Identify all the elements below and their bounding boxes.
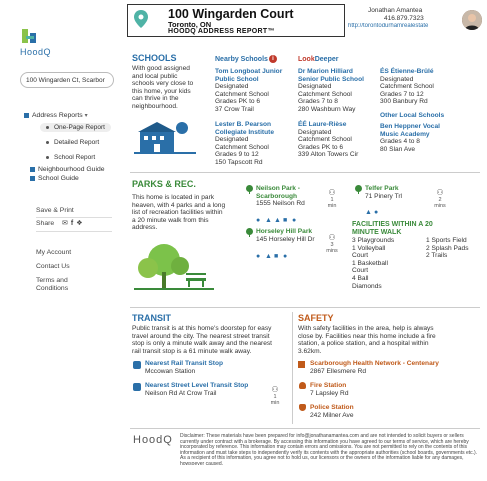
section-divider: [130, 428, 480, 429]
lookdeeper-header: LookDeeper: [298, 56, 339, 63]
walking-person-icon: ⚇: [328, 233, 336, 242]
walk-time-neilson: ⚇ 1 min: [325, 188, 339, 209]
hoodq-logo-icon: [20, 27, 44, 45]
transit-summary: Public transit is at this home's doorstep for easy travel around the city. The nearest street transit stop is only a minute walk away and the nearest rail transit stop is a 61 minute walk away.: [132, 325, 273, 355]
walk-time-horseley-hill: ⚇ 3 mins: [323, 233, 341, 254]
conditions-link[interactable]: Conditions: [36, 285, 69, 292]
rail-transit-stop[interactable]: Nearest Rail Transit Stop Mccowan Station: [145, 360, 224, 375]
school-building-illustration-icon: [134, 118, 196, 156]
divider: [36, 231, 112, 232]
walk-time-street-stop: ⚇ 1 min: [268, 385, 282, 406]
bullet-icon: [46, 156, 49, 159]
police-badge-icon: [299, 404, 306, 411]
safety-fire-station[interactable]: Fire Station 7 Lapsley Rd: [310, 382, 349, 397]
walk-icon: ●: [374, 209, 379, 216]
address-city: Toronto, ON: [168, 20, 212, 29]
hoodq-logo-text: HoodQ: [20, 47, 52, 57]
agent-phone: 416.879.7323: [384, 15, 424, 22]
fire-icon: [299, 382, 306, 389]
walking-person-icon: ⚇: [436, 188, 444, 197]
walking-person-icon: ⚇: [271, 385, 279, 394]
agent-name: Jonathan Amantea: [368, 7, 423, 14]
bullet-icon: [46, 126, 49, 129]
park-facility-icons: [365, 201, 383, 219]
contact-us-link[interactable]: Contact Us: [36, 263, 70, 270]
info-icon[interactable]: i: [269, 55, 277, 63]
park-trees-illustration-icon: [134, 238, 214, 294]
school-card-ben-heppner[interactable]: Ben Heppner Vocal Music Academy Grades 4 to 8 80 Slan Ave: [380, 123, 440, 153]
report-title: HOODQ ADDRESS REPORT™: [168, 28, 275, 35]
tree-icon: [245, 185, 254, 194]
tree-icon: [245, 228, 254, 237]
nav-address-reports[interactable]: Address Reports ▾: [24, 112, 88, 119]
school-card-tom-longboat[interactable]: Tom Longboat Junior Public School Designated Catchment School Grades PK to 6 37 Crow Trail: [215, 68, 283, 113]
schools-summary: With good assigned and local public schools very close to this home, your kids can thrive in the neighbourhood.: [132, 65, 194, 110]
safety-hospital[interactable]: Scarborough Health Network - Centenary 2867 Ellesmere Rd: [310, 360, 439, 375]
column-divider: [292, 312, 293, 424]
parks-heading: PARKS & REC.: [132, 179, 196, 189]
nav-detailed-report[interactable]: Detailed Report: [46, 139, 99, 146]
footer-disclaimer: Disclaimer: These materials have been prepared for info@jonathanamantea.com and are not intended to solicit buyers or sellers currently under contract with a brokerage. By accessing this information you have agreed to our terms of service, which are hereby incorporated by reference. This information may contain errors and omissions. You are not permitted to rely on the contents of this information and must take steps to independently verify its contents with the appropriate authorities (school boards, governments etc.). As a recipient of this information, you agree not to hold us, our licensors or the owners of the information liable for any damages, howsoever caused.: [180, 433, 478, 467]
section-divider: [130, 307, 480, 308]
splash-icon: ●: [292, 217, 297, 224]
swing-icon: ▲: [265, 217, 272, 224]
basketball-icon: ●: [256, 217, 261, 224]
basketball-icon: ●: [256, 253, 261, 260]
bullet-icon: [46, 141, 49, 144]
save-print-link[interactable]: Save & Print: [36, 207, 74, 214]
school-card-etienne-brule[interactable]: ÉS Étienne-Brûlé Designated Catchment School Grades 7 to 12 300 Banbury Rd: [380, 68, 434, 106]
trail-icon: ■: [283, 217, 288, 224]
nav-neighbourhood-guide[interactable]: Neighbourhood Guide: [30, 166, 105, 173]
agent-website-link[interactable]: http://torontodurhamrealestate: [348, 23, 429, 29]
train-icon: [133, 361, 141, 369]
facilities-heading: FACILITIES WITHIN A 20 MINUTE WALK: [352, 221, 433, 236]
park-card-horseley-hill[interactable]: Horseley Hill Park 145 Horseley Hill Dr: [256, 228, 315, 243]
square-icon: [24, 113, 29, 118]
hospital-icon: [298, 361, 305, 368]
location-pin-icon: [134, 10, 148, 28]
email-icon[interactable]: ✉: [62, 220, 71, 227]
other-local-schools-label: Other Local Schools: [380, 112, 445, 119]
street-transit-stop[interactable]: Nearest Street Level Transit Stop Neilson Rd At Crow Trail: [145, 382, 249, 397]
person-icon: [462, 10, 482, 30]
twitter-icon[interactable]: ❖: [76, 220, 86, 227]
swing-icon: ▲: [265, 253, 272, 260]
park-card-telfer[interactable]: Telfer Park 71 Pinery Trl: [365, 185, 403, 200]
agent-avatar: [462, 10, 482, 30]
share-label: Share: [36, 220, 55, 227]
safety-heading: SAFETY: [298, 313, 334, 323]
walk-icon: ■: [274, 253, 279, 260]
address-title: 100 Wingarden Court: [168, 7, 294, 21]
walk-time-telfer: ⚇ 2 mins: [432, 188, 448, 209]
facebook-icon[interactable]: f: [70, 220, 77, 227]
schools-heading: SCHOOLS: [132, 53, 177, 63]
walk-icon: ▲: [274, 217, 281, 224]
nav-one-page-report[interactable]: One-Page Report: [40, 123, 111, 132]
square-icon: [30, 167, 35, 172]
park-facility-icons: [256, 209, 301, 227]
safety-summary: With safety facilities in the area, help is always close by. Facilities near this home include a fire station, a police station, and a hospital within 3.62km.: [298, 325, 436, 355]
tree-icon: [354, 185, 363, 194]
address-search-input[interactable]: 100 Wingarden Ct, Scarbor: [20, 72, 114, 88]
parks-summary: This home is located in park heaven, with 4 parks and a long list of recreation facilities within a 20 minute walk from this address.: [132, 194, 226, 232]
my-account-link[interactable]: My Account: [36, 249, 72, 256]
nearby-schools-header: Nearby Schools: [215, 56, 268, 63]
school-card-laure-riese[interactable]: ÉÉ Laure-Rièse Designated Catchment School Grades PK to 6 339 Alton Towers Cir: [298, 121, 359, 159]
safety-police-station[interactable]: Police Station 242 Milner Ave: [310, 404, 354, 419]
share-icons: [62, 219, 86, 227]
footer-brand: HoodQ: [133, 434, 173, 446]
park-card-neilson[interactable]: Neilson Park - Scarborough 1555 Neilson Rd: [256, 185, 305, 208]
terms-link[interactable]: Terms and: [36, 277, 68, 284]
nav-school-guide[interactable]: School Guide: [30, 175, 79, 182]
facilities-list-left: 3 Playgrounds 1 Volleyball Court 1 Basketball Court 4 Ball Diamonds: [352, 237, 395, 290]
chevron-down-icon: ▾: [84, 113, 88, 119]
divider: [36, 217, 112, 218]
transit-heading: TRANSIT: [132, 313, 171, 323]
splash-icon: ●: [283, 253, 288, 260]
school-card-lester-pearson[interactable]: Lester B. Pearson Collegiate Institute Designated Catchment School Grades 9 to 12 150 Tapscott Rd: [215, 121, 274, 166]
facilities-list-right: 1 Sports Field 2 Splash Pads 2 Trails: [426, 237, 469, 260]
swing-icon: ▲: [365, 209, 372, 216]
walking-person-icon: ⚇: [328, 188, 336, 197]
bus-icon: [133, 383, 141, 391]
school-card-marion-hilliard[interactable]: Dr Marion Hilliard Senior Public School Designated Catchment School Grades 7 to 8 280 Washburn Way: [298, 68, 364, 113]
square-icon: [30, 176, 35, 181]
nav-school-report[interactable]: School Report: [46, 154, 95, 161]
section-divider: [130, 172, 480, 173]
park-facility-icons: [256, 245, 292, 263]
